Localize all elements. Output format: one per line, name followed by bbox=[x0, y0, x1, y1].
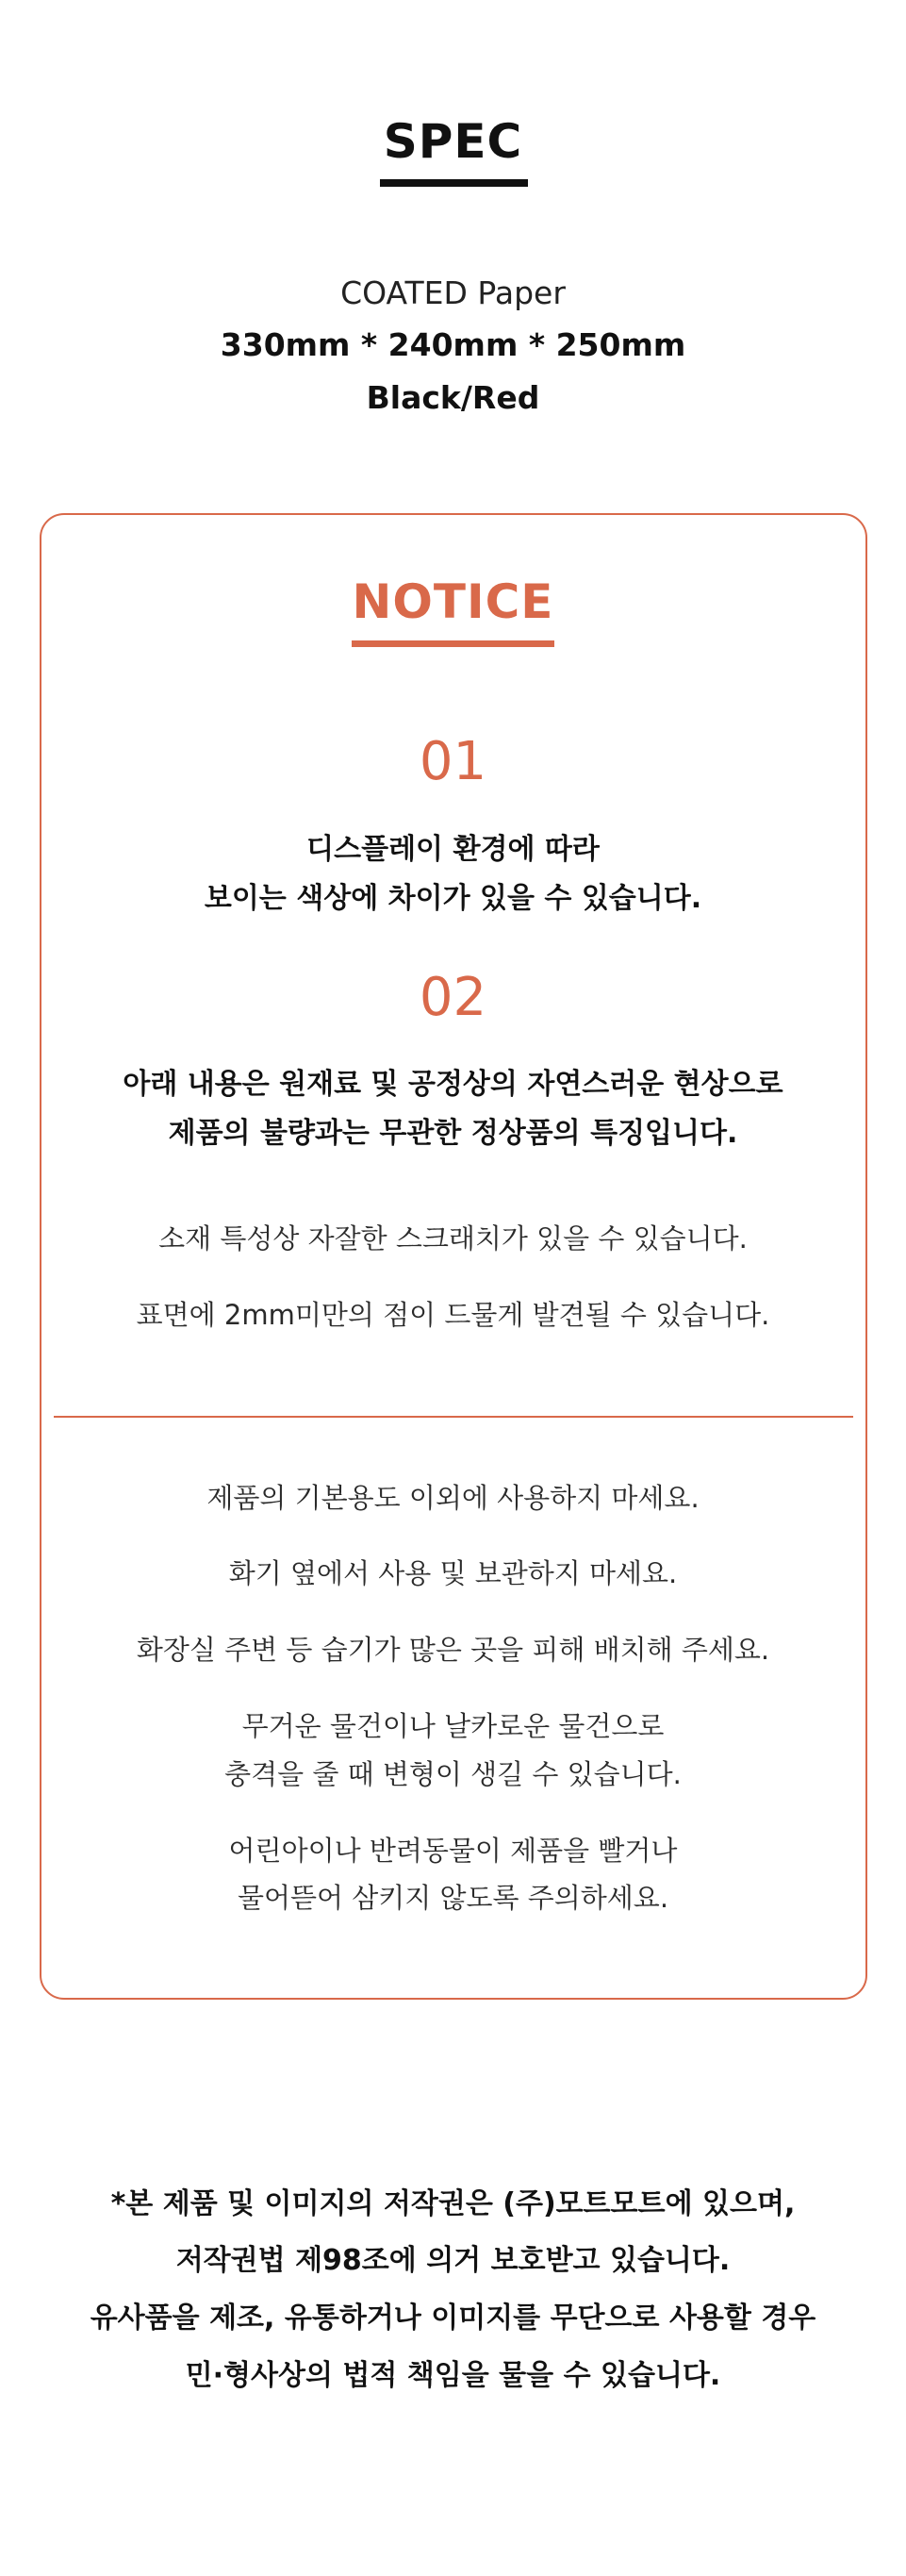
caution-line: 충격을 줄 때 변형이 생길 수 있습니다. bbox=[224, 1758, 682, 1790]
caution-line: 제품의 기본용도 이외에 사용하지 마세요. bbox=[206, 1482, 700, 1514]
notice-item-line: 보이는 색상에 차이가 있을 수 있습니다. bbox=[204, 882, 702, 915]
notice-detail: 소재 특성상 자잘한 스크래치가 있을 수 있습니다. bbox=[158, 1222, 748, 1255]
notice-item-line: 디스플레이 환경에 따라 bbox=[306, 833, 600, 866]
spec-title: SPEC bbox=[383, 114, 523, 169]
notice-title: NOTICE bbox=[352, 574, 554, 629]
copyright-line: 유사품을 제조, 유통하거나 이미지를 무단으로 사용할 경우 bbox=[90, 2302, 816, 2335]
copyright-line: 저작권법 제98조에 의거 보호받고 있습니다. bbox=[175, 2244, 731, 2277]
notice-item-line: 제품의 불량과는 무관한 정상품의 특징입니다. bbox=[168, 1117, 738, 1150]
notice-title-underline bbox=[352, 640, 554, 647]
caution-line: 어린아이나 반려동물이 제품을 빨거나 bbox=[228, 1835, 678, 1867]
notice-divider bbox=[54, 1416, 853, 1418]
notice-item-number: 02 bbox=[419, 967, 487, 1028]
spec-size: 330mm * 240mm * 250mm bbox=[220, 326, 686, 363]
copyright-line: 민·형사상의 법적 책임을 물을 수 있습니다. bbox=[185, 2359, 721, 2392]
caution-line: 화기 옆에서 사용 및 보관하지 마세요. bbox=[228, 1557, 678, 1589]
caution-line: 화장실 주변 등 습기가 많은 곳을 피해 배치해 주세요. bbox=[136, 1634, 770, 1666]
spec-title-underline bbox=[380, 179, 528, 187]
notice-item-line: 아래 내용은 원재료 및 공정상의 자연스러운 현상으로 bbox=[123, 1068, 783, 1101]
copyright-line: *본 제품 및 이미지의 저작권은 (주)모트모트에 있으며, bbox=[110, 2187, 796, 2220]
notice-detail: 표면에 2mm미만의 점이 드물게 발견될 수 있습니다. bbox=[136, 1299, 770, 1331]
notice-item-number: 01 bbox=[419, 731, 487, 792]
caution-line: 무거운 물건이나 날카로운 물건으로 bbox=[241, 1710, 665, 1742]
caution-line: 물어뜯어 삼키지 않도록 주의하세요. bbox=[237, 1882, 669, 1914]
spec-color: Black/Red bbox=[366, 379, 540, 416]
spec-material: COATED Paper bbox=[340, 274, 566, 311]
